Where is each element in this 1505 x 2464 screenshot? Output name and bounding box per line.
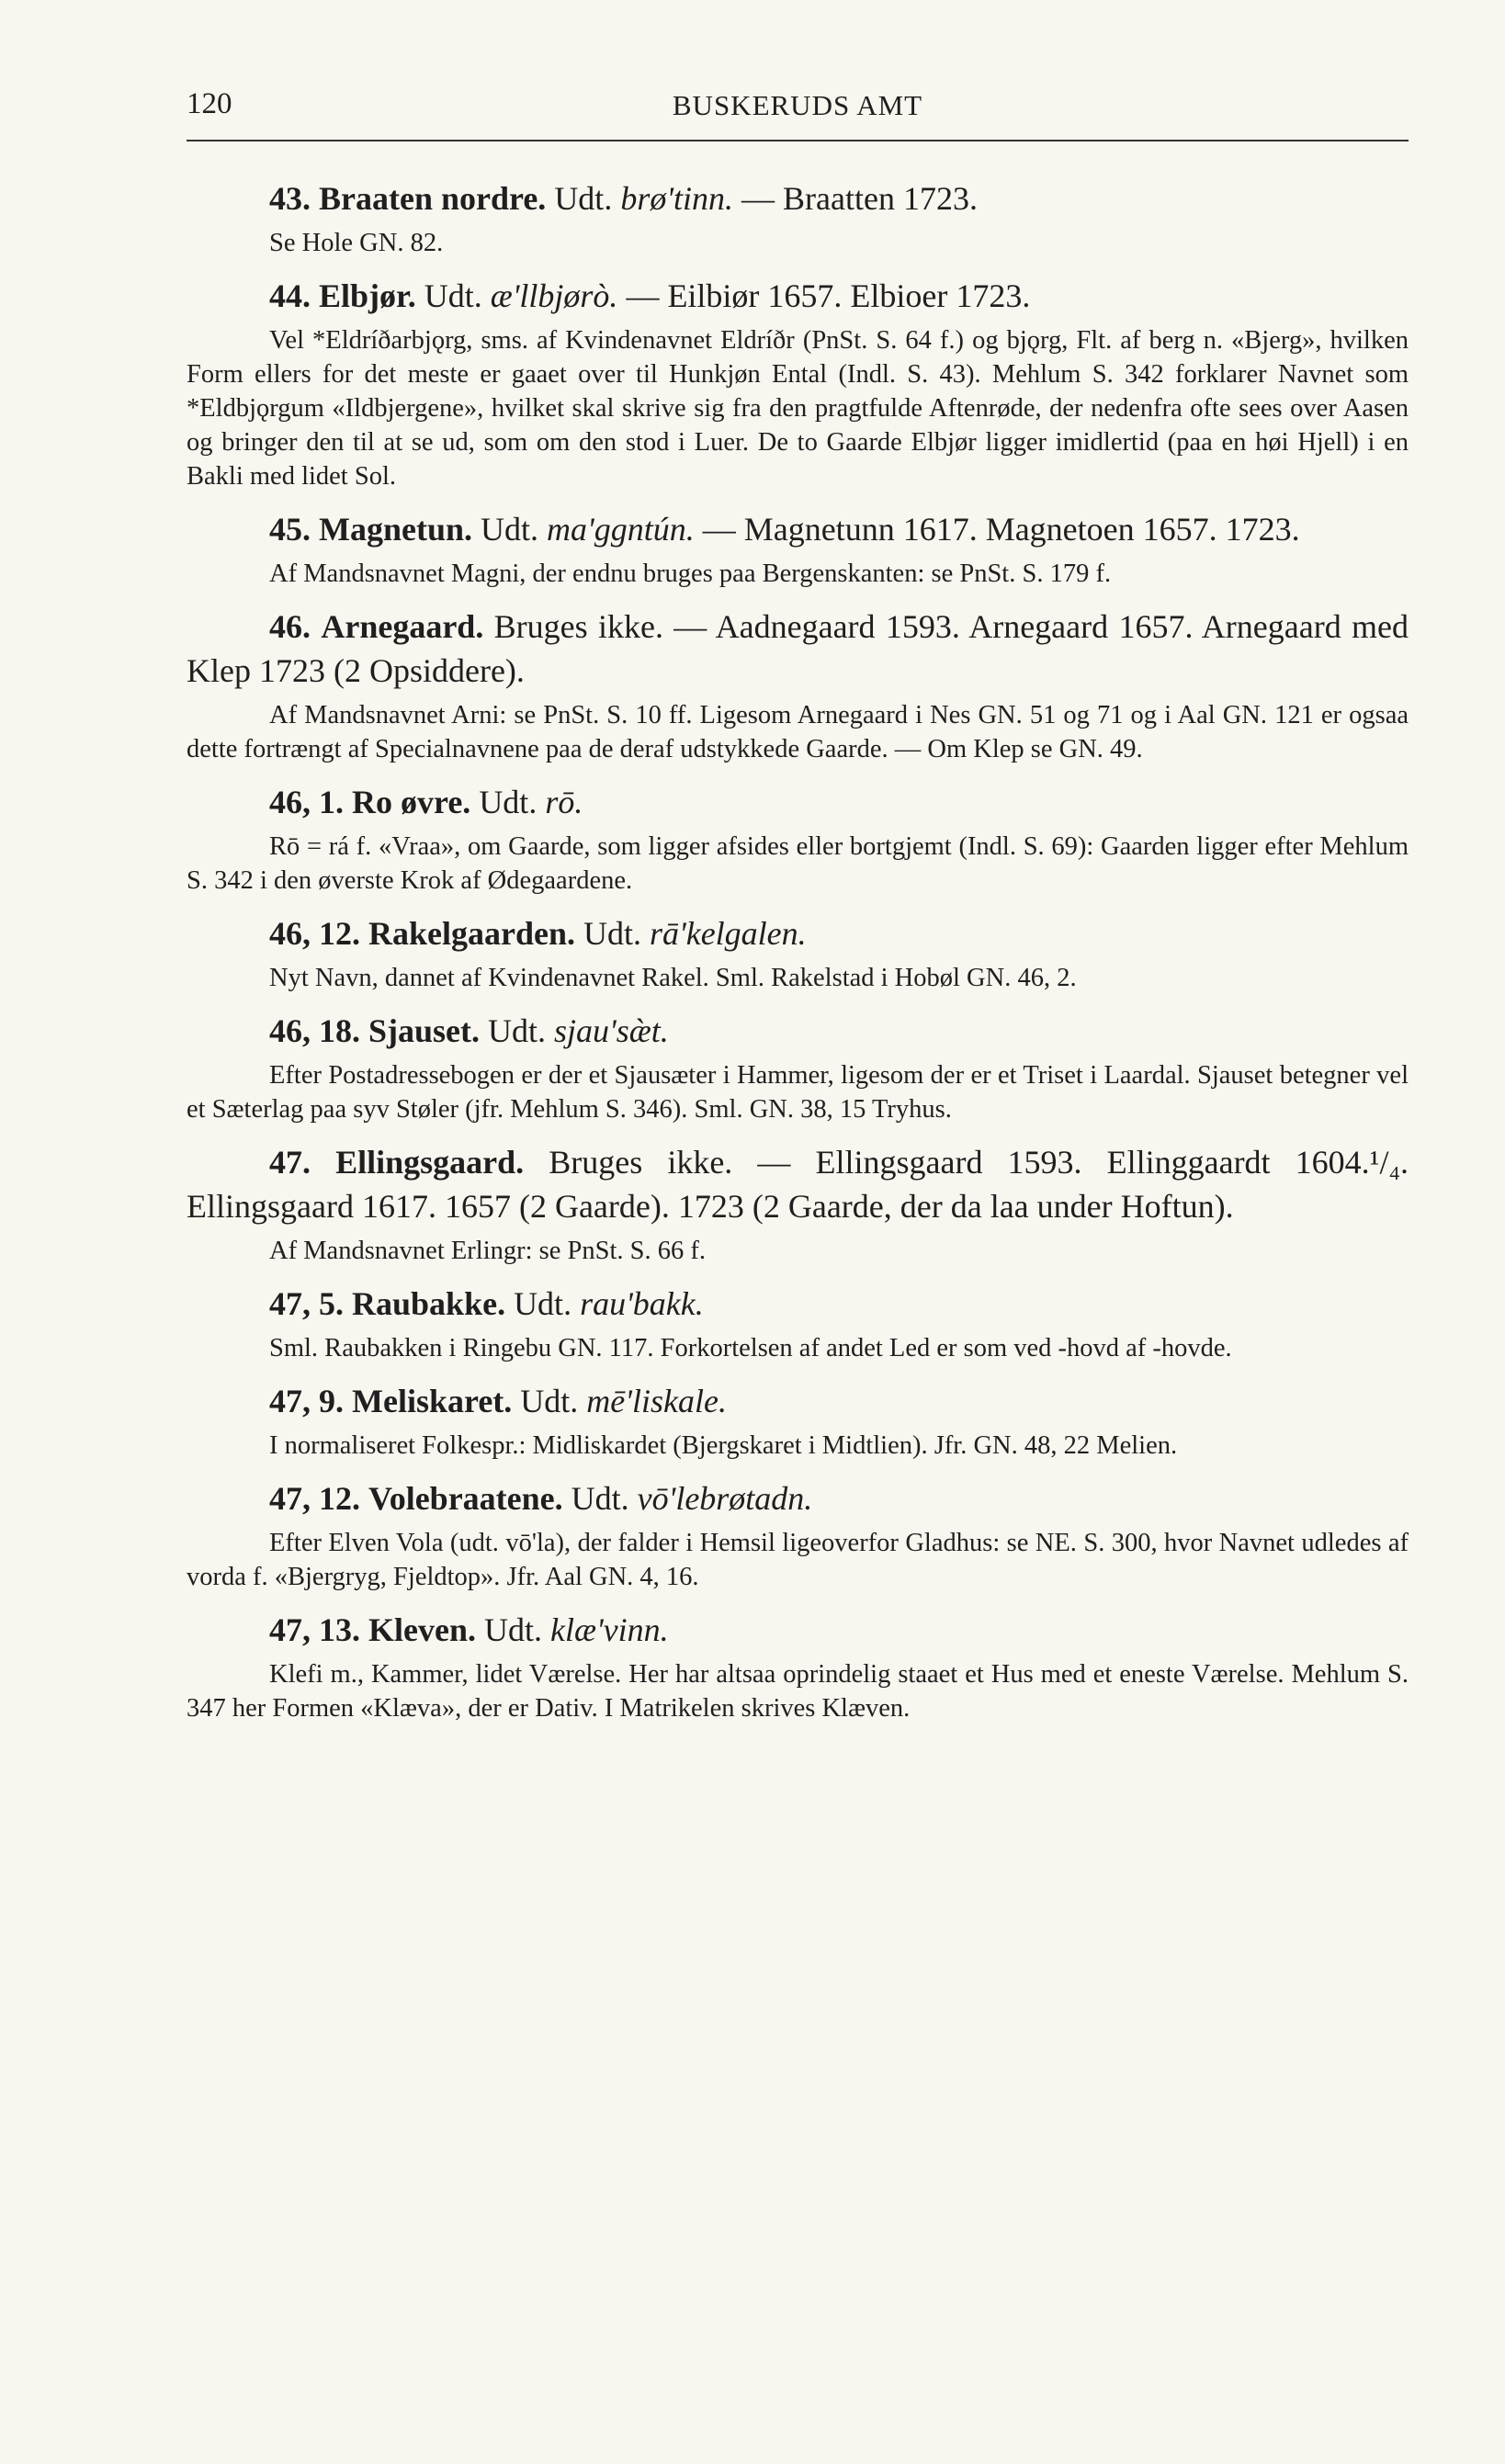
page-header [187, 87, 1409, 133]
entry-number: 46, 1. [269, 784, 344, 820]
entry-text: Af Mandsnavnet Erlingr: se PnSt. S. 66 f. [269, 1237, 706, 1265]
pronunciation-label: Udt. [479, 784, 538, 820]
entry-number: 46. [269, 608, 311, 645]
historical-forms: — Eilbiør 1657. Elbioer 1723. [626, 277, 1031, 314]
gazetteer-entry [187, 274, 1409, 493]
gazetteer-entry [187, 507, 1409, 591]
pronunciation-label: Udt. [481, 511, 539, 548]
gazetteer-entry [187, 1140, 1409, 1268]
historical-forms: Bruges ikke. — Aadnegaard 1593. Arnegaard 1657. Arnegaard med Klep 1723 (2 Opsiddere). [187, 608, 1409, 689]
gazetteer-entry [187, 176, 1409, 260]
entry-heading [187, 1140, 1409, 1228]
pronunciation: klæ'vinn. [549, 1611, 669, 1648]
entry-number: 47, 9. [269, 1383, 344, 1419]
entry-heading [187, 1009, 1409, 1053]
historical-forms: — Braatten 1723. [741, 180, 978, 217]
pronunciation-label: Udt. [520, 1383, 579, 1419]
pronunciation-label: Udt. [583, 915, 641, 952]
entry-number: 47, 12. [269, 1480, 360, 1517]
entry-text: Klefi m., Kammer, lidet Værelse. Her har altsaa oprindelig staaet et Hus med et eneste Værelse. Mehlum S. 347 her Formen «Klæva», der er Dativ. I Matrikelen skrives Klæven. [187, 1660, 1409, 1723]
entry-text: Vel *Eldríðarbjǫrg, sms. af Kvindenavnet Eldríðr (PnSt. S. 64 f.) og bjǫrg, Flt. af berg n. «Bjerg», hvilken Form ellers for det meste er gaaet over til Hunkjøn Ental (Indl. S. 43). Mehlum S. 342 forklarer Navnet som *Eldbjǫrgum «Ildbjergene», hvilket skal skrive sig fra den pragtfulde Aftenrøde, der nedenfra ofte sees over Aasen og bringer den til at se ud, som om den stod i Luer. De to Gaarde Elbjør ligger imidlertid (paa en høi Hjell) i en Bakli med lidet Sol. [187, 326, 1409, 491]
entry-heading [187, 1379, 1409, 1423]
entry-heading [187, 507, 1409, 551]
entry-text: Af Mandsnavnet Arni: se PnSt. S. 10 ff. Ligesom Arnegaard i Nes GN. 51 og 71 og i Aal GN. 121 er ogsaa dette fortrængt af Specialnavnene paa de deraf udstykkede Gaarde. — Om Klep se GN. 49. [187, 701, 1409, 763]
pronunciation: rā'kelgalen. [650, 915, 807, 952]
pronunciation: mē'liskale. [586, 1383, 727, 1419]
farm-name: Ellingsgaard. [335, 1144, 525, 1181]
pronunciation: sjau'sæ̀t. [554, 1012, 669, 1049]
pronunciation: brø'tinn. [620, 180, 734, 217]
pronunciation: vō'lebrøtadn. [637, 1480, 813, 1517]
gazetteer-entry [187, 1282, 1409, 1365]
entry-text: Efter Elven Vola (udt. vō'la), der falder i Hemsil ligeoverfor Gladhus: se NE. S. 300, hvor Navnet udledes af vorda f. «Bjergryg, Fjeldtop». Jfr. Aal GN. 4, 16. [187, 1529, 1409, 1591]
page-number: 120 [187, 87, 232, 120]
entry-heading [187, 605, 1409, 693]
running-title: BUSKERUDS AMT [672, 89, 923, 121]
historical-forms: — Magnetunn 1617. Magnetoen 1657. 1723. [702, 511, 1300, 548]
gazetteer-entry [187, 780, 1409, 898]
gazetteer-entry [187, 1379, 1409, 1463]
farm-name: Braaten nordre. [319, 180, 547, 217]
entry-number: 46, 12. [269, 915, 360, 952]
entry-heading [187, 176, 1409, 220]
entry-text: Se Hole GN. 82. [269, 229, 444, 257]
entry-text: Nyt Navn, dannet af Kvindenavnet Rakel. Sml. Rakelstad i Hobøl GN. 46, 2. [269, 964, 1077, 992]
pronunciation-label: Udt. [571, 1480, 629, 1517]
entry-heading [187, 1476, 1409, 1520]
entry-number: 47, 5. [269, 1285, 344, 1322]
entry-number: 47. [269, 1144, 311, 1181]
gazetteer-entry [187, 1476, 1409, 1594]
entry-text: Efter Postadressebogen er der et Sjausæter i Hammer, ligesom der er et Triset i Laardal. Sjauset betegner vel et Sæterlag paa syv Støler (jfr. Mehlum S. 346). Sml. GN. 38, 15 Tryhus. [187, 1061, 1409, 1124]
pronunciation-label: Udt. [514, 1285, 572, 1322]
pronunciation-label: Udt. [554, 180, 613, 217]
entry-number: 45. [269, 511, 311, 548]
pronunciation: rō. [545, 784, 583, 820]
gazetteer-entry [187, 1608, 1409, 1725]
entry-text: Af Mandsnavnet Magni, der endnu bruges paa Bergenskanten: se PnSt. S. 179 f. [269, 559, 1112, 588]
farm-name: Arnegaard. [321, 608, 484, 645]
entry-list [187, 176, 1409, 1739]
entry-heading [187, 274, 1409, 318]
pronunciation: rau'bakk. [580, 1285, 704, 1322]
farm-name: Sjauset. [368, 1012, 481, 1049]
entry-text: I normaliseret Folkespr.: Midliskardet (Bjergskaret i Midtlien). Jfr. GN. 48, 22 Melien. [269, 1431, 1178, 1460]
entry-heading [187, 1282, 1409, 1326]
farm-name: Elbjør. [319, 277, 416, 314]
pronunciation-label: Udt. [488, 1012, 547, 1049]
entry-number: 43. [269, 180, 311, 217]
entry-number: 47, 13. [269, 1611, 360, 1648]
entry-number: 46, 18. [269, 1012, 360, 1049]
pronunciation-label: Udt. [483, 1611, 542, 1648]
entry-text: Sml. Raubakken i Ringebu GN. 117. Forkortelsen af andet Led er som ved -hovd af -hovde. [269, 1334, 1232, 1362]
pronunciation-label: Udt. [424, 277, 482, 314]
historical-forms: Bruges ikke. — Ellingsgaard 1593. Ellinggaardt 1604.¹/₄. Ellingsgaard 1617. 1657 (2 Gaarde). 1723 (2 Gaarde, der da laa under Hoftun). [187, 1144, 1409, 1225]
farm-name: Meliskaret. [352, 1383, 513, 1419]
pronunciation: ma'ggntún. [547, 511, 695, 548]
farm-name: Magnetun. [319, 511, 473, 548]
entry-heading [187, 911, 1409, 955]
farm-name: Volebraatene. [368, 1480, 563, 1517]
gazetteer-entry [187, 1009, 1409, 1126]
farm-name: Raubakke. [352, 1285, 506, 1322]
pronunciation: æ'llbjørò. [490, 277, 618, 314]
gazetteer-entry [187, 605, 1409, 766]
farm-name: Ro øvre. [352, 784, 471, 820]
entry-number: 44. [269, 277, 311, 314]
farm-name: Kleven. [368, 1611, 476, 1648]
entry-heading [187, 1608, 1409, 1652]
gazetteer-entry [187, 911, 1409, 995]
farm-name: Rakelgaarden. [368, 915, 575, 952]
entry-heading [187, 780, 1409, 824]
header-rule [187, 140, 1409, 141]
entry-text: Rō = rá f. «Vraa», om Gaarde, som ligger afsides eller bortgjemt (Indl. S. 69): Gaarden ligger efter Mehlum S. 342 i den øverste Krok af Ødegaardene. [187, 832, 1409, 895]
